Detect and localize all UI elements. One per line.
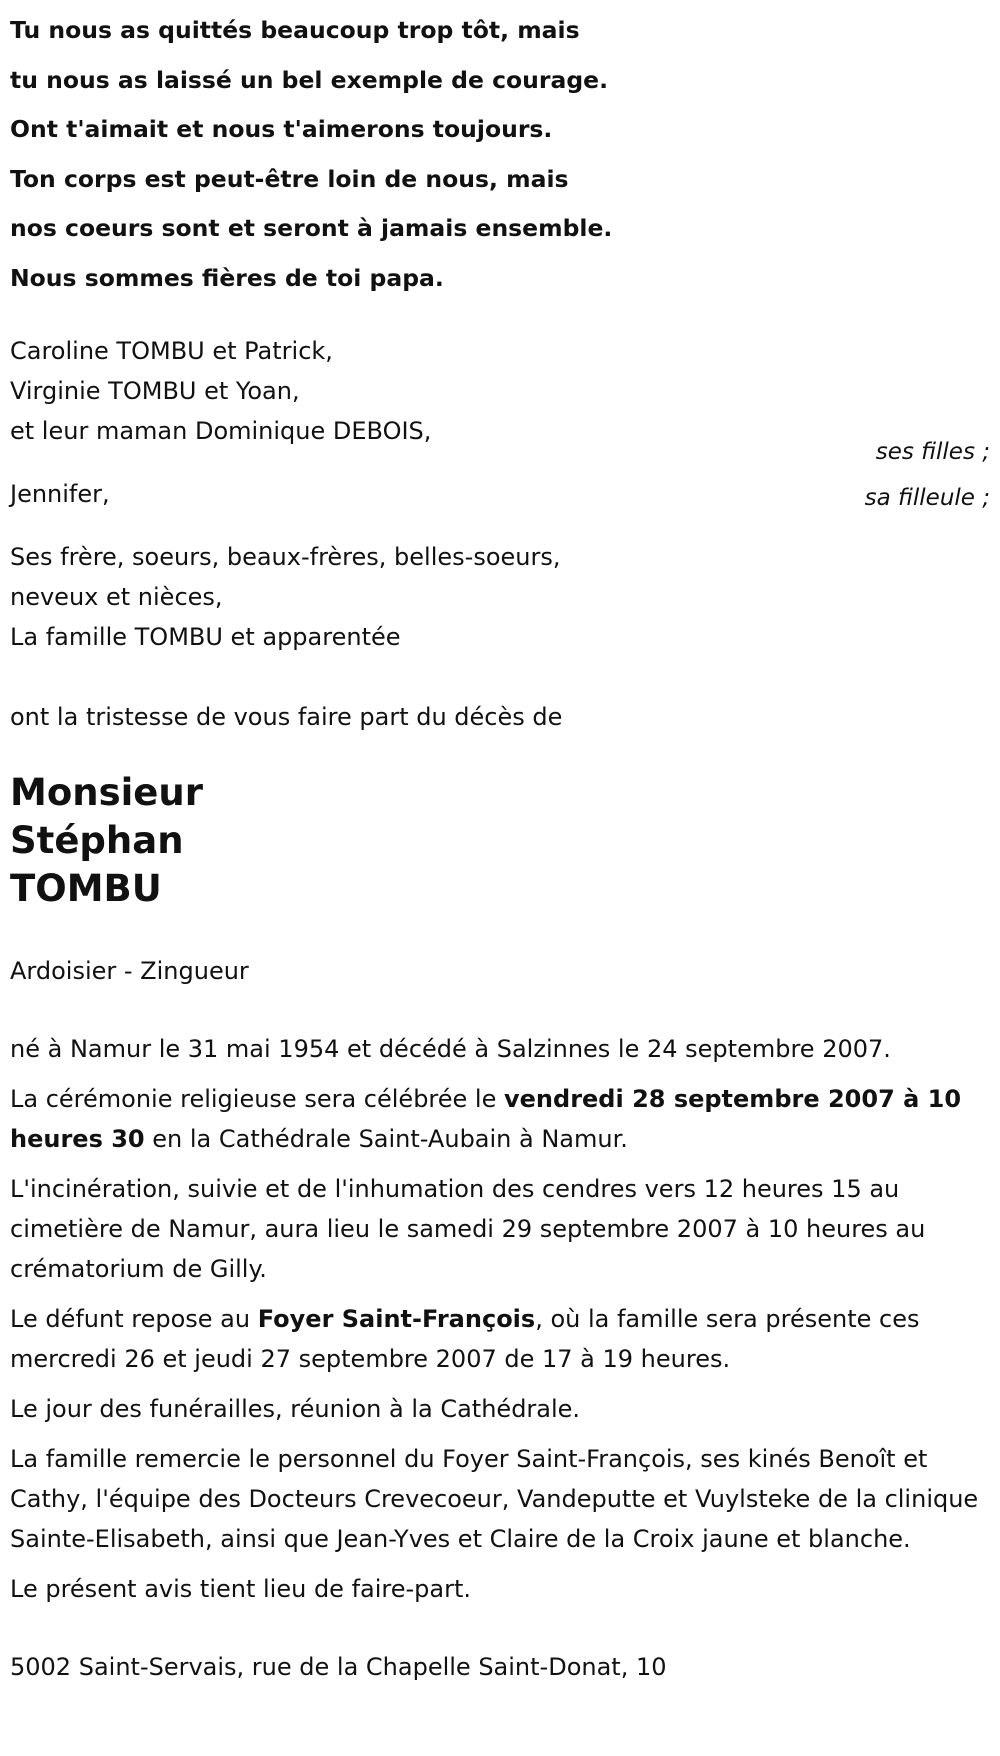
daughters-role: ses filles ;	[875, 439, 990, 465]
notice: Le présent avis tient lieu de faire-part.	[10, 1575, 472, 1603]
goddaughter-group	[10, 474, 990, 514]
obituary-content	[10, 0, 990, 1687]
relatives-line: Ses frère, soeurs, beaux-frères, belles-soeurs,	[10, 543, 561, 571]
funeral-meeting: Le jour des funérailles, réunion à la Cathédrale.	[10, 1395, 581, 1423]
ceremony-place: en la Cathédrale Saint-Aubain à Namur.	[144, 1125, 628, 1153]
poem-line: Ont t'aimait et nous t'aimerons toujours.	[10, 115, 553, 143]
rest-visiting: , où la famille sera présente ces mercredi 26 et jeudi 27 septembre 2007 de 17 à 19 heures.	[10, 1305, 920, 1373]
rest-info	[10, 1299, 990, 1379]
deceased-profession: Ardoisier - Zingueur	[10, 957, 249, 985]
ceremony-date: vendredi 28 septembre 2007 à 10 heures 30	[10, 1085, 962, 1153]
daughters-group	[10, 331, 990, 465]
deceased-title: Monsieur	[10, 771, 203, 814]
relatives-line: La famille TOMBU et apparentée	[10, 623, 401, 651]
poem-line: Tu nous as quittés beaucoup trop tôt, mais	[10, 16, 580, 44]
deceased-name	[10, 769, 990, 913]
poem	[10, 0, 990, 303]
ceremony-text: La cérémonie religieuse sera célébrée le	[10, 1085, 504, 1113]
poem-line: nos coeurs sont et seront à jamais ensemble.	[10, 214, 613, 242]
poem-line: Nous sommes fières de toi papa.	[10, 263, 444, 292]
poem-line: Ton corps est peut-être loin de nous, mais	[10, 164, 569, 193]
incineration-info: L'incinération, suivie et de l'inhumation des cendres vers 12 heures 15 au cimetière de Namur, aura lieu le samedi 29 septembre 2007 à 10 heures au crématorium de Gilly.	[10, 1175, 926, 1283]
address: 5002 Saint-Servais, rue de la Chapelle Saint-Donat, 10	[10, 1653, 667, 1681]
daughter-line: et leur maman Dominique DEBOIS,	[10, 417, 432, 445]
deceased-first-name: Stéphan	[10, 819, 184, 862]
daughter-line: Caroline TOMBU et Patrick,	[10, 337, 333, 365]
ceremony-info	[10, 1079, 990, 1159]
thanks: La famille remercie le personnel du Foyer Saint-François, ses kinés Benoît et Cathy, l'équipe des Docteurs Crevecoeur, Vandeputte et Vuylsteke de la clinique Sainte-Elisabeth, ainsi que Jean-Yves et Claire de la Croix jaune et blanche.	[10, 1445, 979, 1553]
announcement: ont la tristesse de vous faire part du décès de	[10, 703, 563, 731]
family-list	[10, 331, 990, 737]
birth-death: né à Namur le 31 mai 1954 et décédé à Salzinnes le 24 septembre 2007.	[10, 1035, 891, 1063]
daughter-line: Virginie TOMBU et Yoan,	[10, 377, 300, 405]
rest-text: Le défunt repose au	[10, 1305, 258, 1333]
relatives-line: neveux et nièces,	[10, 583, 223, 611]
rest-place: Foyer Saint-François	[257, 1305, 536, 1333]
relatives-group	[10, 537, 990, 657]
deceased-last-name: TOMBU	[10, 867, 162, 910]
goddaughter-name: Jennifer,	[10, 480, 110, 508]
poem-line: tu nous as laissé un bel exemple de courage.	[10, 65, 609, 94]
goddaughter-role: sa filleule ;	[864, 485, 990, 511]
